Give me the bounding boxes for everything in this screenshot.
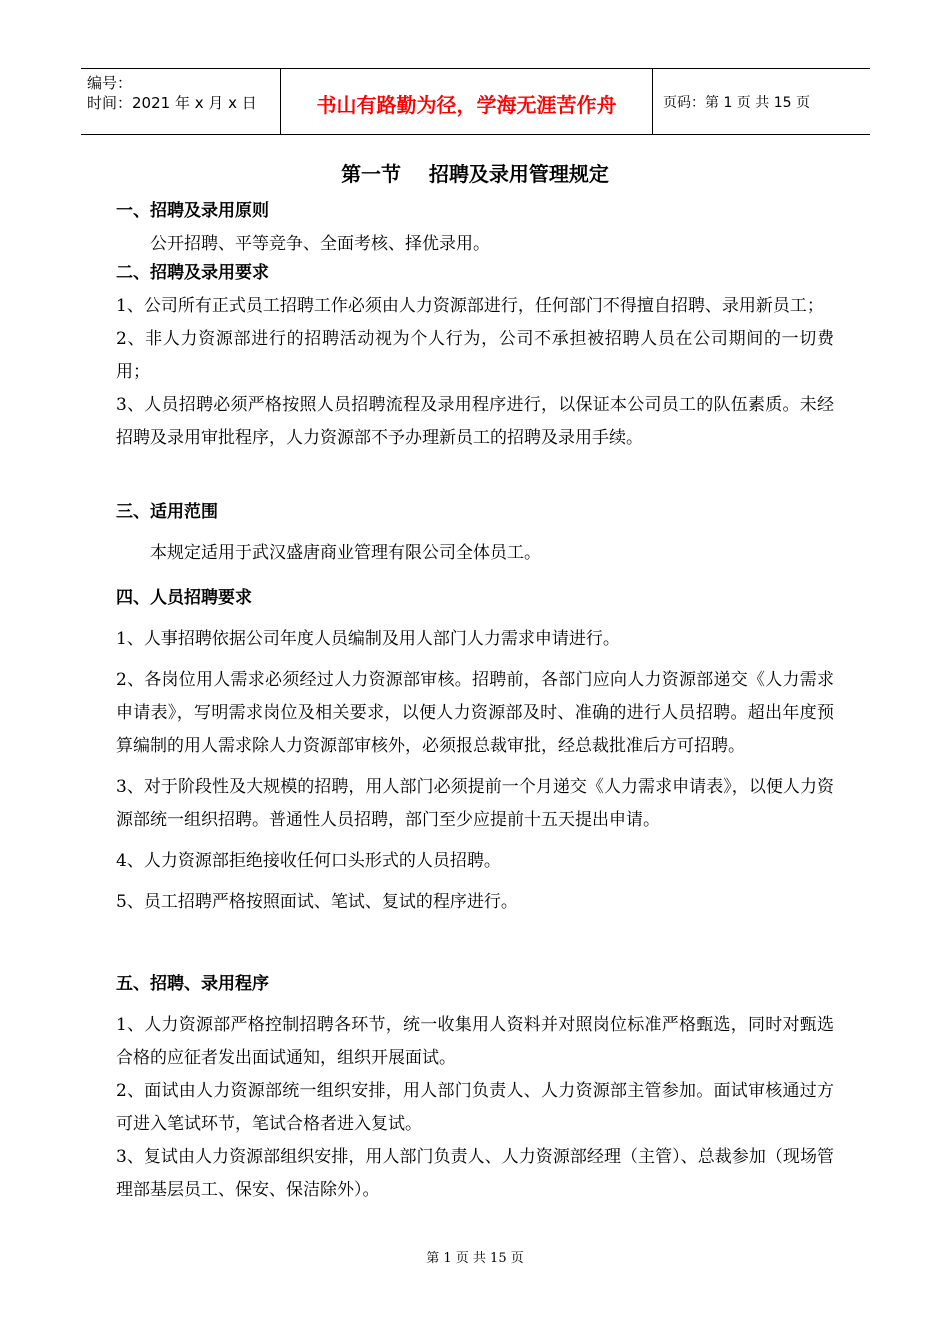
- page-title: 第一节 招聘及录用管理规定: [341, 162, 609, 186]
- paragraph: 本规定适用于武汉盛唐商业管理有限公司全体员工。: [150, 543, 541, 563]
- paragraph: 2、非人力资源部进行的招聘活动视为个人行为，公司不承担被招聘人员在公司期间的一切费用；: [116, 329, 834, 382]
- page-info-text: 页码：第 1 页 共 15 页: [663, 94, 810, 111]
- section-1: [116, 195, 834, 261]
- paragraph: 公开招聘、平等竞争、全面考核、择优录用。: [150, 234, 490, 254]
- paragraph: 4、人力资源部拒绝接收任何口头形式的人员招聘。: [116, 851, 501, 871]
- paragraph: 1、人事招聘依据公司年度人员编制及用人部门人力需求申请进行。: [116, 629, 620, 649]
- paragraph: 1、公司所有正式员工招聘工作必须由人力资源部进行，任何部门不得擅自招聘、录用新员工；: [116, 296, 824, 316]
- paragraph: 5、员工招聘严格按照面试、笔试、复试的程序进行。: [116, 892, 518, 912]
- section-heading: 一、招聘及录用原则: [116, 201, 269, 221]
- section-3: [116, 496, 834, 570]
- header-table: [81, 68, 870, 135]
- paragraph: 2、各岗位用人需求必须经过人力资源部审核。招聘前，各部门应向人力资源部递交《人力需求申请表》，写明需求岗位及相关要求，以便人力资源部及时、准确的进行人员招聘。超出年度预算编制的用人需求除人力资源部审核外，必须报总裁审批，经总裁批准后方可招聘。: [116, 670, 834, 756]
- section-heading: 五、招聘、录用程序: [116, 974, 269, 994]
- paragraph: 3、人员招聘必须严格按照人员招聘流程及录用程序进行，以保证本公司员工的队伍素质。未经招聘及录用审批程序，人力资源部不予办理新员工的招聘及录用手续。: [116, 395, 834, 448]
- paragraph: 1、人力资源部严格控制招聘各环节，统一收集用人资料并对照岗位标准严格甄选，同时对甄选合格的应征者发出面试通知，组织开展面试。: [116, 1015, 834, 1068]
- section-5: [116, 968, 834, 1207]
- number-label: 编号：: [87, 74, 133, 92]
- paragraph: 2、面试由人力资源部统一组织安排，用人部门负责人、人力资源部主管参加。面试审核通过方可进入笔试环节，笔试合格者进入复试。: [116, 1081, 834, 1134]
- paragraph: 3、复试由人力资源部组织安排，用人部门负责人、人力资源部经理（主管）、总裁参加（现场管理部基层员工、保安、保洁除外）。: [116, 1147, 834, 1200]
- motto-text: 书山有路勤为径，学海无涯苦作舟: [316, 93, 617, 117]
- section-2: [116, 257, 834, 455]
- section-heading: 四、人员招聘要求: [116, 588, 252, 608]
- section-heading: 三、适用范围: [116, 502, 218, 522]
- date-label: 时间：2021 年 x 月 x 日: [87, 94, 257, 112]
- page-footer: 第 1 页 共 15 页: [426, 1251, 524, 1266]
- section-heading: 二、招聘及录用要求: [116, 263, 269, 283]
- header-meta-cell: [81, 69, 281, 134]
- section-4: [116, 582, 834, 919]
- motto-cell: [281, 69, 653, 134]
- paragraph: 3、对于阶段性及大规模的招聘，用人部门必须提前一个月递交《人力需求申请表》，以便人力资源部统一组织招聘。普通性人员招聘，部门至少应提前十五天提出申请。: [116, 777, 834, 830]
- page-info-cell: [653, 69, 870, 134]
